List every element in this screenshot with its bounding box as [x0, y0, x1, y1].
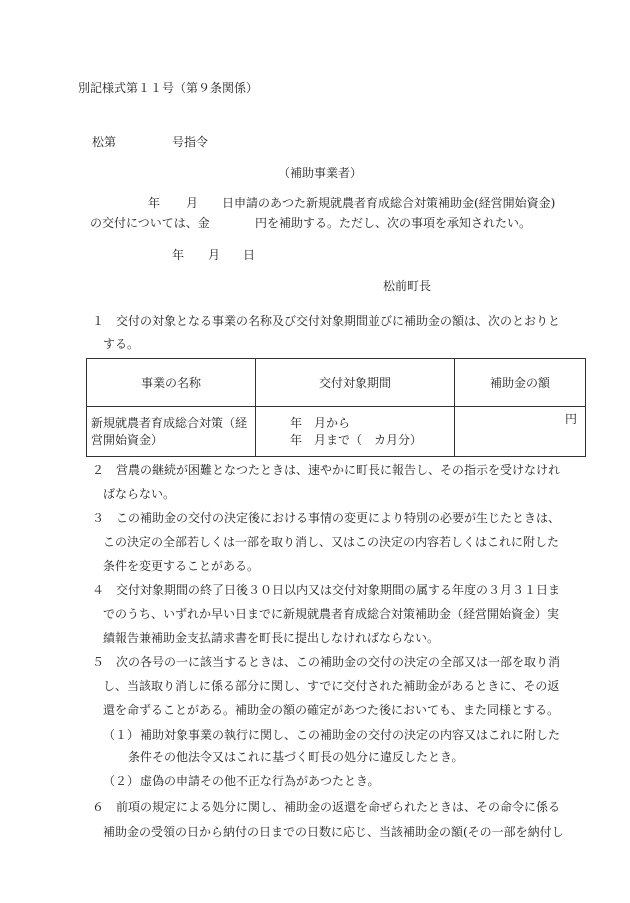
opening-line2b: 円を補助する。ただし、次の事項を承知されたい。 — [255, 216, 532, 230]
grant-table — [86, 358, 586, 457]
table-cell-period — [256, 407, 455, 457]
period-to: 年 月まで（ カ月分） — [290, 432, 423, 447]
project-name-line-2: 営開始資金） — [91, 432, 164, 447]
item-3-line-3: 条件を変更することがある。 — [103, 559, 260, 573]
item-4-line-1: ４ 交付対象期間の終了日後３０日以内又は交付対象期間の属する年度の３月３１日ま — [92, 583, 561, 597]
form-id: 別記様式第１１号（第９条関係） — [78, 81, 259, 95]
item-1-line-1: １ 交付の対象となる事業の名称及び交付対象期間並びに補助金の額は、次のとおりと — [92, 314, 561, 328]
table-header: 交付対象期間 — [256, 359, 455, 407]
table-header: 補助金の額 — [455, 359, 586, 407]
item-1-line-2: する。 — [103, 337, 140, 351]
table-cell-name — [87, 407, 256, 457]
item-4-line-2: でのうち、いずれか早い日までに新規就農者育成総合対策補助金（経営開始資金）実 — [103, 607, 560, 621]
item-5-sub-1-line-1: 補助対象事業の執行に関し、この補助金の交付の決定の内容又はこれに附した — [140, 728, 561, 742]
item-3-line-2: この決定の全部若しくは一部を取り消し、又はこの決定の内容若しくはこれに附した — [103, 535, 560, 549]
table-row — [87, 407, 586, 457]
item-3-line-1: ３ この補助金の交付の決定後における事情の変更により特別の必要が生じたときは、 — [92, 511, 561, 525]
amount-unit: 円 — [564, 412, 577, 426]
opening-month: 月 — [186, 196, 199, 210]
issuer: 松前町長 — [383, 279, 432, 293]
item-5-line-3: 還を命ずることがある。補助金の額の確定があつた後においても、また同様とする。 — [103, 703, 560, 717]
opening-year: 年 — [148, 196, 161, 210]
item-5-sub-2-line-1: 虚偽の申請その他不正な行為があつたとき。 — [140, 774, 380, 788]
item-4-line-3: 績報告兼補助金支払請求書を町長に提出しなければならない。 — [103, 631, 440, 645]
item-5-sub-2-number: （２） — [103, 774, 140, 788]
item-6-line-1: ６ 前項の規定による処分に関し、補助金の返還を命ぜられたときは、その命令に係る — [92, 800, 561, 814]
item-5-line-1: ５ 次の各号の一に該当するときは、この補助金の交付の決定の全部又は一部を取り消 — [92, 655, 561, 669]
item-2-line-2: ばならない。 — [103, 487, 176, 501]
date-month: 月 — [208, 248, 221, 262]
opening-line2a: の交付については、金 — [90, 216, 210, 230]
item-5-sub-1-number: （１） — [103, 728, 140, 742]
table-header: 事業の名称 — [87, 359, 256, 407]
item-5-line-2: し、当該取り消しに係る部分に関し、すでに交付された補助金があるときに、その返 — [103, 679, 560, 693]
table-cell-amount — [455, 407, 586, 457]
period-from: 年 月から — [290, 415, 351, 430]
item-5-sub-1-line-2: 条件その他法令又はこれに基づく町長の処分に違反したとき。 — [128, 750, 464, 764]
date-day: 日 — [243, 248, 256, 262]
opening-line1: 日申請のあつた新規就農者育成総合対策補助金(経営開始資金) — [222, 196, 556, 210]
item-2-line-1: ２ 営農の継続が困難となつたときは、速やかに町長に報告し、その指示を受けなけれ — [92, 463, 561, 477]
table-header-row — [87, 359, 586, 407]
doc-number-suffix: 号指令 — [172, 135, 209, 149]
date-year: 年 — [172, 248, 185, 262]
recipient: （補助事業者） — [278, 166, 363, 180]
doc-number-prefix: 松第 — [92, 135, 117, 149]
project-name-line-1: 新規就農者育成総合対策（経 — [91, 415, 248, 430]
item-6-line-2: 補助金の受領の日から納付の日までの日数に応じ、当該補助金の額(その一部を納付し — [103, 825, 564, 839]
